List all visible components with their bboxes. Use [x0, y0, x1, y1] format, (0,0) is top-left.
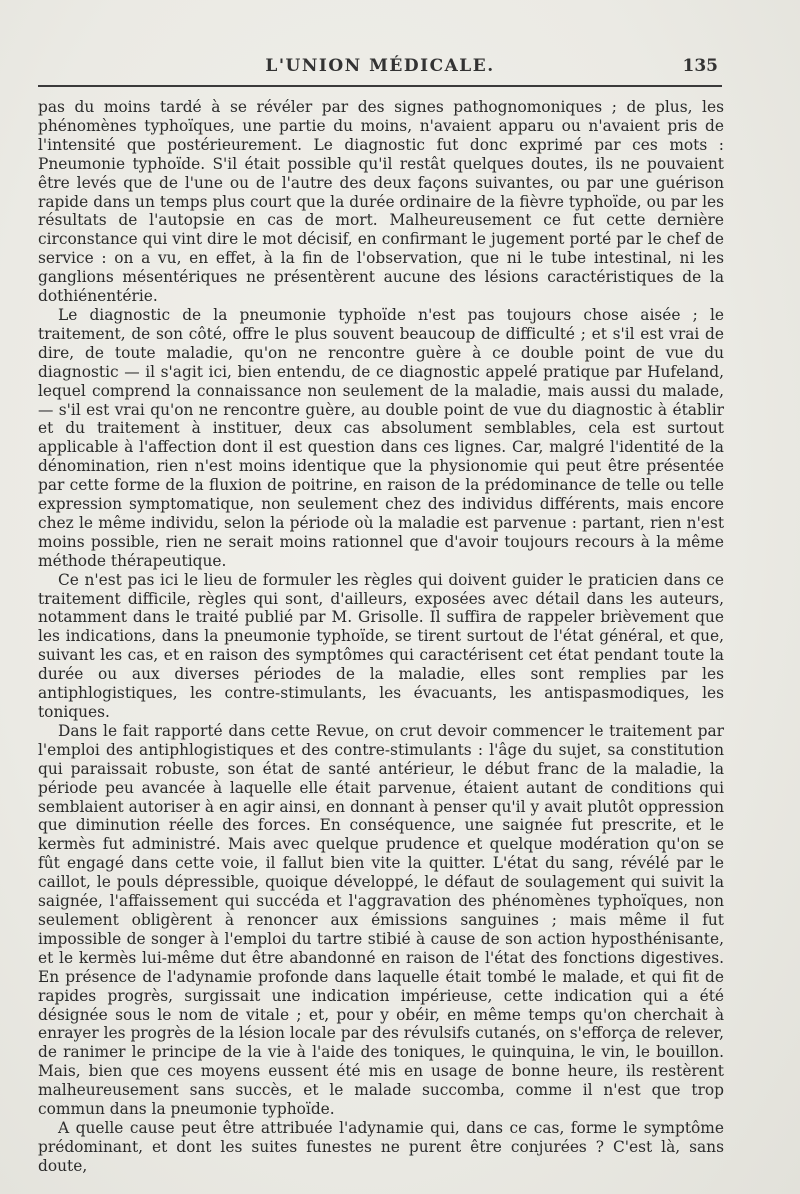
paragraph-4: Dans le fait rapporté dans cette Revue, on crut devoir commencer le traitement par l'emploi des antiphlogistiques et des contre-stimulants : l'âge du sujet, sa constitution qui paraissait robuste, son état de santé antérieur, le début franc de la maladie, la période peu avancée à laquelle elle était parvenue, étaient autant de conditions qui semblaient autoriser à en agir ainsi, en donnant à penser qu'il y avait plutôt oppression que diminution réelle des forces. En conséquence, une saignée fut prescrite, et le kermès fut administré. Mais avec quelque prudence et quelque modération qu'on se fût engagé dans cette voie, il fallut bien vite la quitter. L'état du sang, révélé par le caillot, le pouls dépressible, quoique développé, le défaut de soulagement qui suivit la saignée, l'affaissement qui succéda et l'aggravation des phénomènes typhoïques, non seulement obligèrent à renoncer aux émissions sanguines ; mais même il fut impossible de songer à l'emploi du tartre stibié à cause de son action hyposthénisante, et le kermès lui-même dut être abandonné en raison de l'état des fonctions digestives. En présence de l'adynamie profonde dans laquelle était tombé le malade, et qui fit de rapides progrès, surgissait une indication impérieuse, cette indication qui a été désignée sous le nom de vitale ; et, pour y obéir, en même temps qu'on cherchait à enrayer les progrès de la lésion locale par des révulsifs cutanés, on s'efforça de relever, de ranimer le principe de la vie à l'aide des toniques, le quinquina, le vin, le bouillon. Mais, bien que ces moyens eussent été mis en usage de bonne heure, ils restèrent malheureusement sans succès, et le malade succomba, comme il n'est que trop commun dans la pneumonie typhoïde.: [38, 721, 724, 1119]
header-rule: [38, 85, 722, 87]
page-header: [40, 52, 720, 82]
page-number: 135: [682, 56, 718, 76]
paragraph-2: Le diagnostic de la pneumonie typhoïde n'est pas toujours chose aisée ; le traitement, de son côté, offre le plus souvent beaucoup de difficulté ; et s'il est vrai de dire, de toute maladie, qu'on ne rencontre guère à ce double point de vue du diagnostic — il s'agit ici, bien entendu, de ce diagnostic appelé pratique par Hufeland, lequel comprend la connaissance non seulement de la maladie, mais aussi du malade, — s'il est vrai qu'on ne rencontre guère, au double point de vue du diagnostic à établir et du traitement à instituer, deux cas absolument semblables, cela est surtout applicable à l'affection dont il est question dans ces lignes. Car, malgré l'identité de la dénomination, rien n'est moins identique que la physionomie qui peut être présentée par cette forme de la fluxion de poitrine, en raison de la prédominance de telle ou telle expression symptomatique, non seulement chez des individus différents, mais encore chez le même individu, selon la période où la maladie est parvenue : partant, rien n'est moins possible, rien ne serait moins rationnel que d'avoir toujours recours à la même méthode thérapeutique.: [38, 305, 724, 570]
paragraph-3: Ce n'est pas ici le lieu de formuler les règles qui doivent guider le praticien dans ce traitement difficile, règles qui sont, d'ailleurs, exposées avec détail dans les auteurs, notamment dans le traité publié par M. Grisolle. Il suffira de rappeler brièvement que les indications, dans la pneumonie typhoïde, se tirent surtout de l'état général, et que, suivant les cas, et en raison des symptômes qui caractérisent cet état pendant toute la durée ou aux diverses périodes de la maladie, elles sont remplies par les antiphlogistiques, les contre-stimulants, les évacuants, les antispasmodiques, les toniques.: [38, 570, 724, 721]
paragraph-5: A quelle cause peut être attribuée l'adynamie qui, dans ce cas, forme le symptôme prédominant, et dont les suites funestes ne purent être conjurées ? C'est là, sans doute,: [38, 1118, 724, 1175]
body-text: [38, 98, 724, 1176]
running-title: L'UNION MÉDICALE.: [265, 56, 495, 76]
paragraph-1: pas du moins tardé à se révéler par des signes pathognomoniques ; de plus, les phénomènes typhoïques, une partie du moins, n'avaient apparu ou n'avaient pris de l'intensité que postérieurement. Le diagnostic fut donc exprimé par ces mots : Pneumonie typhoïde. S'il était possible qu'il restât quelques doutes, ils ne pouvaient être levés que de l'une ou de l'autre des deux façons suivantes, ou par une guérison rapide dans un temps plus court que la durée ordinaire de la fièvre typhoïde, ou par les résultats de l'autopsie en cas de mort. Malheureusement ce fut cette dernière circonstance qui vint dire le mot décisif, en confirmant le jugement porté par le chef de service : on a vu, en effet, à la fin de l'observation, que ni le tube intestinal, ni les ganglions mésentériques ne présentèrent aucune des lésions caractéristiques de la dothiénentérie.: [38, 98, 724, 306]
